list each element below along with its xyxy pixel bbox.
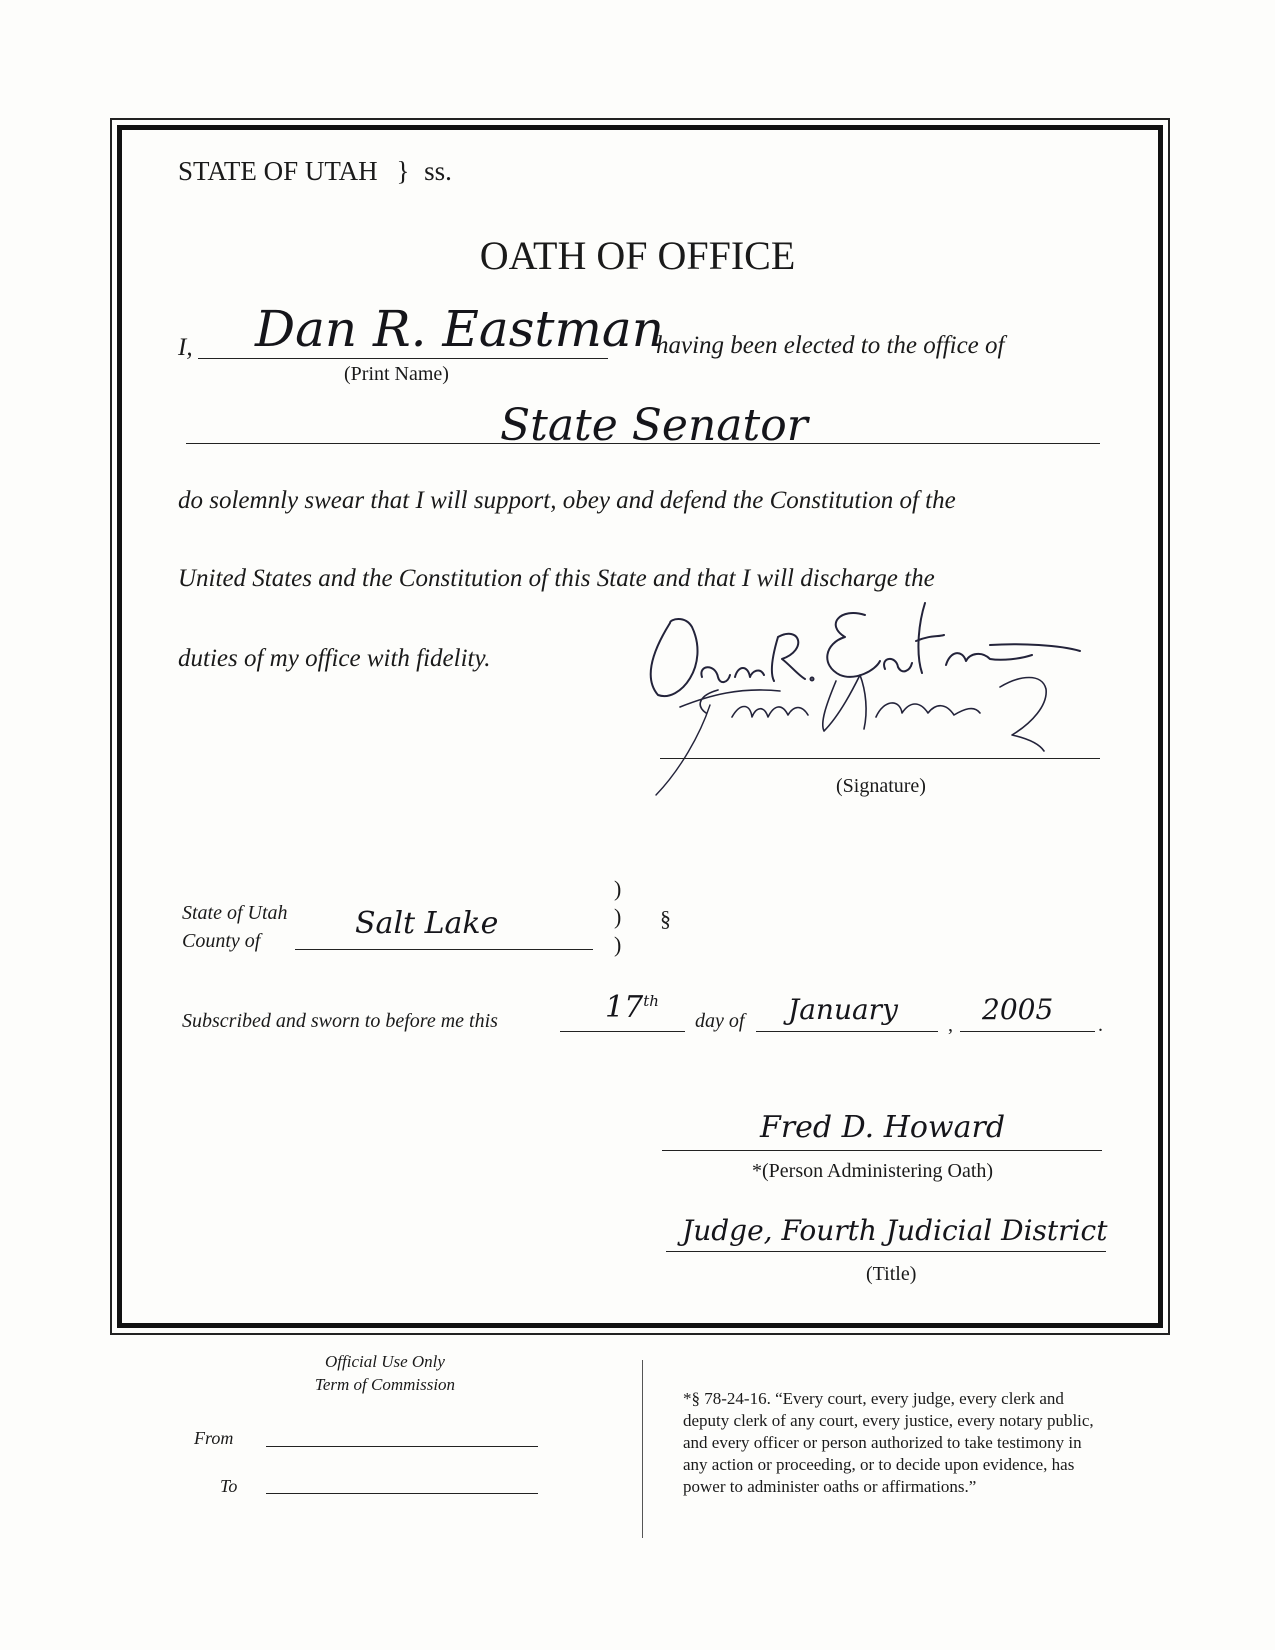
title-caption: (Title) <box>866 1263 917 1285</box>
day-suffix: th <box>643 992 659 1010</box>
venue-paren-1: ) <box>614 876 622 901</box>
venue-paren-3: ) <box>614 932 622 957</box>
section-mark: § <box>660 906 671 931</box>
year-value: 2005 <box>982 993 1054 1026</box>
administrator-name: Fred D. Howard <box>760 1110 1006 1145</box>
brace: } <box>396 156 410 186</box>
venue-county-label: County of <box>182 930 261 952</box>
year-line <box>960 1031 1095 1032</box>
state-header <box>178 156 452 187</box>
month-line <box>756 1031 938 1032</box>
oath-body-line-3: duties of my office with fidelity. <box>178 645 491 672</box>
title-line <box>666 1251 1106 1252</box>
administrator-caption: *(Person Administering Oath) <box>752 1160 994 1182</box>
oath-body-line-2: United States and the Constitution of this State and that I will discharge the <box>178 565 935 592</box>
oath-body-line-1: do solemnly swear that I will support, obey and defend the Constitution of the <box>178 487 956 514</box>
name-line <box>198 358 608 359</box>
county-value: Salt Lake <box>355 906 499 941</box>
county-line <box>295 949 593 950</box>
day-value <box>605 990 659 1025</box>
day-of-label: day of <box>695 1010 745 1032</box>
footer-divider <box>642 1360 643 1538</box>
sworn-prefix: Subscribed and sworn to before me this <box>182 1010 498 1032</box>
ss-label: ss. <box>424 156 452 186</box>
date-comma: , <box>948 1014 953 1036</box>
footnote-line: power to administer oaths or affirmations.” <box>683 1477 977 1496</box>
term-heading: Term of Commission <box>314 1375 456 1394</box>
name-caption: (Print Name) <box>344 363 449 385</box>
oath-prefix: I, <box>178 334 193 361</box>
official-use-heading: Official Use Only <box>325 1352 445 1371</box>
state-label: STATE OF UTAH <box>178 156 378 186</box>
administrator-title: Judge, Fourth Judicial District <box>682 1214 1108 1247</box>
to-label: To <box>220 1476 238 1496</box>
date-period: . <box>1098 1014 1103 1036</box>
day-number: 17 <box>605 990 644 1025</box>
from-line <box>266 1446 538 1447</box>
page-title: OATH OF OFFICE <box>479 233 796 278</box>
signature-caption: (Signature) <box>836 775 926 797</box>
day-line <box>560 1031 685 1032</box>
footnote-line: deputy clerk of any court, every justice, every notary public, <box>683 1411 1094 1430</box>
venue-state-label: State of Utah <box>182 902 288 924</box>
statute-footnote <box>683 1388 1203 1498</box>
venue-paren-2: ) <box>614 904 622 929</box>
month-value: January <box>788 993 898 1026</box>
elected-text: having been elected to the office of <box>656 332 1005 359</box>
footnote-line: and every officer or person authorized to take testimony in <box>683 1433 1082 1452</box>
administrator-line <box>662 1150 1102 1151</box>
footnote-line: any action or proceeding, or to decide upon evidence, has <box>683 1455 1075 1474</box>
office-value: State Senator <box>500 400 808 451</box>
from-label: From <box>194 1428 234 1448</box>
printed-name: Dan R. Eastman <box>255 300 664 358</box>
footnote-line: *§ 78-24-16. “Every court, every judge, every clerk and <box>683 1389 1064 1408</box>
to-line <box>266 1493 538 1494</box>
signature-line <box>660 758 1100 759</box>
